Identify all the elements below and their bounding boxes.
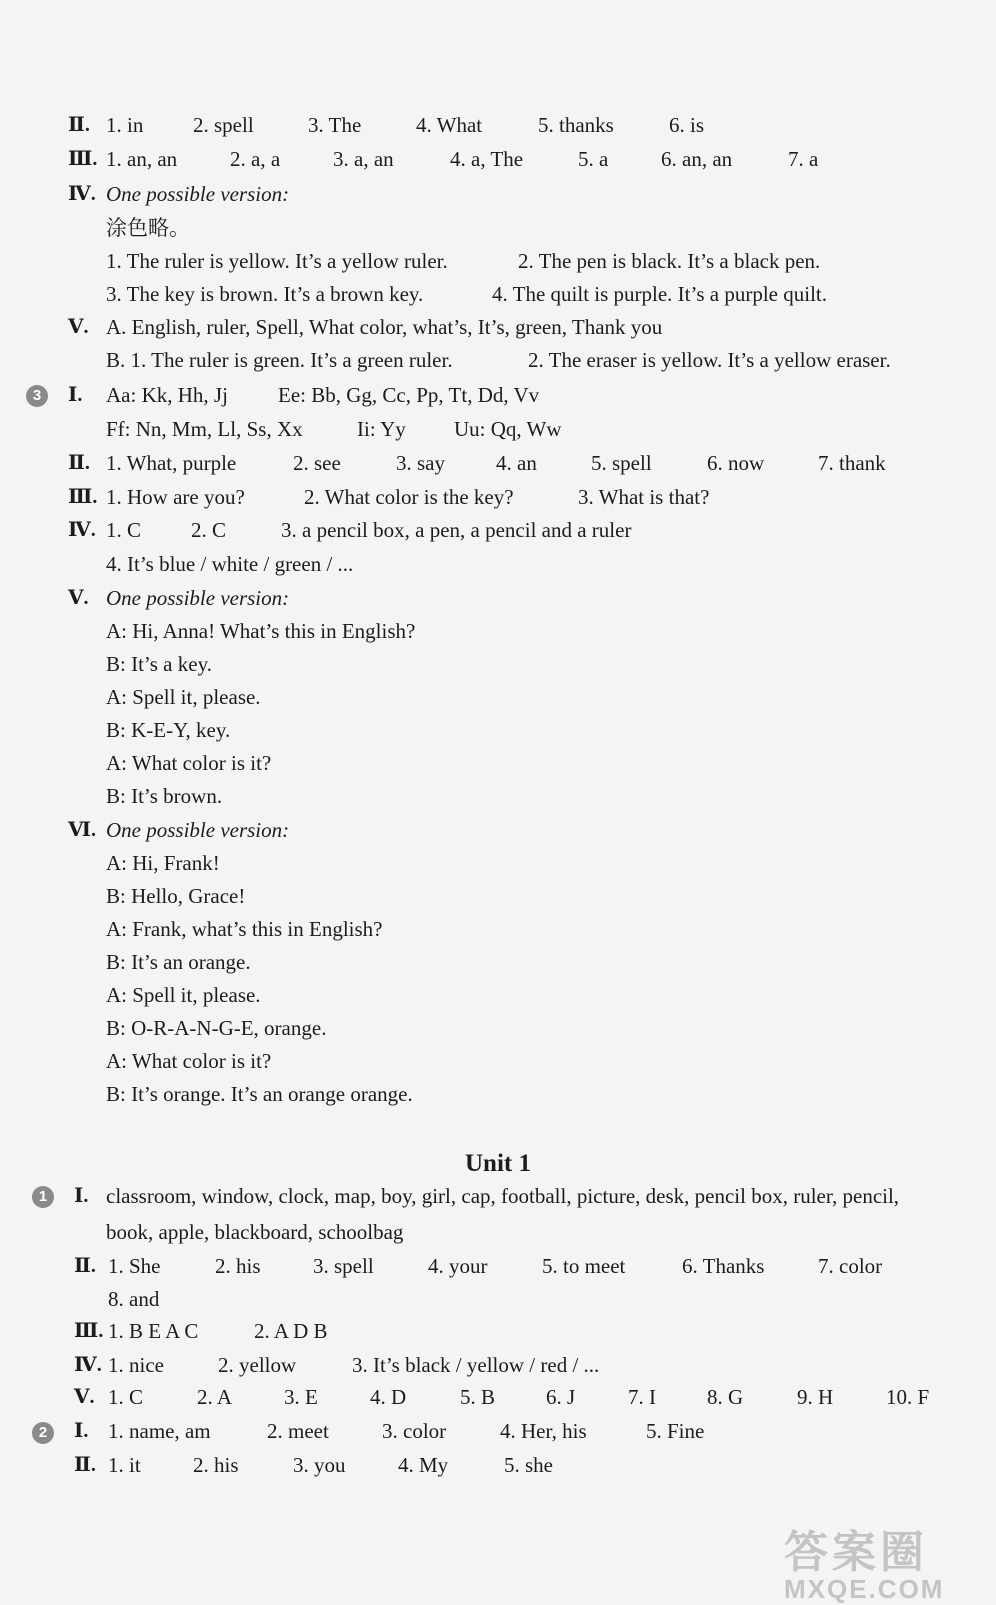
site-watermark: 答案圈 MXQE.COM (784, 1528, 945, 1604)
unit-heading: Unit 1 (465, 1150, 531, 1177)
unit1-section-1-badge: 1 (32, 1186, 54, 1208)
answer-key-page: Ⅱ. 1. in 2. spell 3. The 4. What 5. thanks 6. is Ⅲ. 1. an, an 2. a, a 3. a, an 4. a, The 5. a 6. an, an 7. a Ⅳ. One possible version: 涂色略。 1. The ruler is yellow. It’s a yellow ruler. 2. The pen is black. It’s a black pen. 3. The key is brown. It’s a brown key. 4. The quilt is purple. It’s a purple quilt. Ⅴ. A. English, ruler, Spell, What color, what’s, It’s, green, Thank you B. 1. The ruler is green. It’s a green ruler. 2. The eraser is yellow. It’s a yellow eraser. 3 Ⅰ. Aa: Kk, Hh, Jj Ee: Bb, Gg, Cc, Pp, Tt, Dd, Vv Ff: Nn, Mm, Ll, Ss, Xx Ii: Yy Uu: Qq, Ww Ⅱ. 1. What, purple 2. see 3. say 4. an 5. spell 6. now 7. thank Ⅲ. 1. How are you? 2. What color is the key? 3. What is that? Ⅳ. 1. C 2. C 3. a pencil box, a pen, a pencil and a ruler 4. It’s blue / white / green / ... Ⅴ. One possible version: A: Hi, Anna! What’s this in English? B: It’s a key. A: Spell it, please. B: K-E-Y, key. A: What color is it? B: It’s brown. Ⅵ. One possible version: A: Hi, Frank! B: Hello, Grace! A: Frank, what’s this in English? B: It’s an orange. A: Spell it, please. B: O-R-A-N-G-E, orange. A: What color is it? B: It’s orange. It’s an orange orange. Unit 1 1 Ⅰ. classroom, window, clock, map, boy, girl, cap, football, picture, desk, pencil box, ruler, pencil, book, apple, blackboard, schoolbag Ⅱ. 1. She 2. his 3. spell 4. your 5. to meet 6. Thanks 7. color 8. and Ⅲ. 1. B E A C 2. A D B Ⅳ. 1. nice 2. yellow 3. It’s black / yellow / red / ... Ⅴ. 1. C 2. A 3. E 4. D 5. B 6. J 7. I 8. G 9. H 10. F 2 Ⅰ. 1. name, am 2. meet 3. color 4. Her, his 5. Fine Ⅱ. 1. it 2. his 3. you 4. My 5. she 答案圈 MXQE.COM (0, 0, 996, 1600)
section-3-badge: 3 (26, 385, 48, 407)
unit1-section-2-badge: 2 (32, 1422, 54, 1444)
